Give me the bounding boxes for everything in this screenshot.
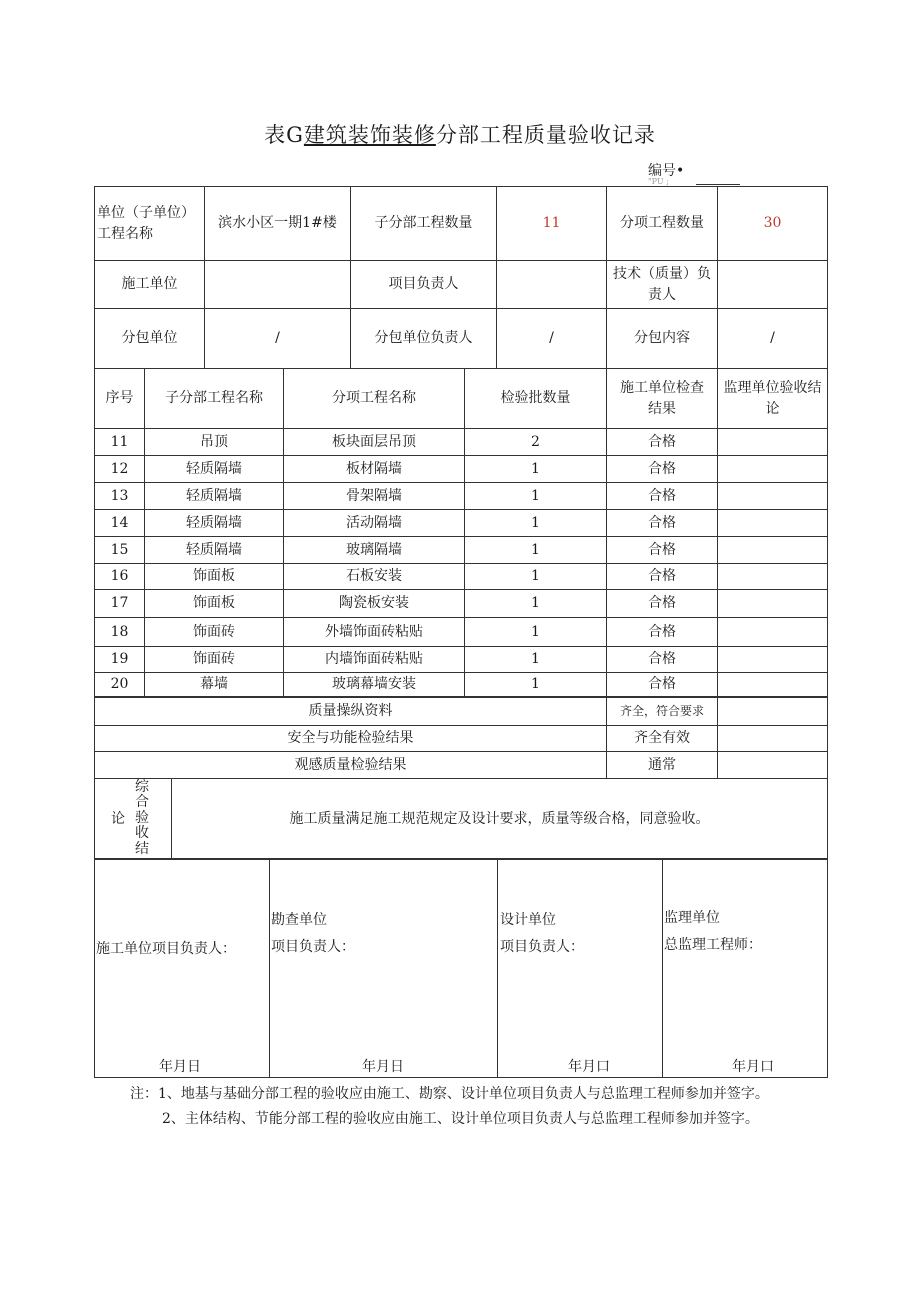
row-count: 1	[465, 537, 607, 564]
table-row	[95, 618, 828, 647]
constructor-label: 施工单位	[95, 261, 205, 309]
signature-survey	[270, 859, 498, 1078]
summary-row	[95, 752, 828, 779]
row-no: 12	[95, 456, 145, 483]
constructor-value	[205, 261, 351, 309]
row-no: 14	[95, 510, 145, 537]
signature-role: 总监理工程师：	[664, 937, 762, 953]
summary-conclusion	[718, 752, 828, 779]
row-sub: 吊顶	[145, 429, 284, 456]
sub-count-value: 11	[497, 187, 607, 261]
row-conclusion	[718, 590, 828, 618]
signature-role: 施工单位项目负责人：	[96, 941, 236, 957]
row-sub: 饰面板	[145, 564, 284, 590]
signature-date: 年月口	[568, 1059, 610, 1075]
row-conclusion	[718, 564, 828, 590]
row-sub: 饰面砖	[145, 618, 284, 647]
sub-unit-label: 分包单位	[95, 309, 205, 369]
row-no: 18	[95, 618, 145, 647]
table-row	[95, 590, 828, 618]
row-count: 1	[465, 590, 607, 618]
col-header-conclusion: 监理单位验收结论	[718, 369, 828, 429]
row-count: 1	[465, 510, 607, 537]
summary-label: 质量操纵资料	[95, 698, 607, 726]
table-row	[95, 483, 828, 510]
doc-number-line	[696, 184, 740, 185]
row-item: 外墙饰面砖粘贴	[284, 618, 465, 647]
sub-content-value: /	[718, 309, 828, 369]
row-count: 1	[465, 647, 607, 673]
items-table	[94, 368, 828, 697]
sub-unit-value: /	[205, 309, 351, 369]
overall-label	[95, 779, 172, 860]
tech-lead-label: 技术（质量）负责人	[607, 261, 718, 309]
row-count: 1	[465, 483, 607, 510]
row-result: 合格	[607, 483, 718, 510]
item-count-value: 30	[718, 187, 828, 261]
table-row	[95, 456, 828, 483]
signature-supervisor	[663, 859, 828, 1078]
doc-number-faint: "PU ;	[648, 177, 669, 186]
summary-result: 通常	[607, 752, 718, 779]
overall-table	[94, 778, 828, 860]
row-no: 16	[95, 564, 145, 590]
row-item: 内墙饰面砖粘贴	[284, 647, 465, 673]
row-result: 合格	[607, 590, 718, 618]
summary-table	[94, 697, 828, 779]
unit-label: 单位（子单位）工程名称	[95, 187, 205, 261]
row-count: 1	[465, 618, 607, 647]
unit-value: 滨水小区一期1#楼	[205, 187, 351, 261]
row-conclusion	[718, 483, 828, 510]
row-item: 玻璃幕墙安装	[284, 673, 465, 697]
row-sub: 轻质隔墙	[145, 483, 284, 510]
row-sub: 轻质隔墙	[145, 510, 284, 537]
sub-count-label: 子分部工程数量	[351, 187, 497, 261]
row-result: 合格	[607, 647, 718, 673]
row-count: 2	[465, 429, 607, 456]
row-sub: 轻质隔墙	[145, 456, 284, 483]
summary-result: 齐全，符合要求	[607, 698, 718, 726]
row-result: 合格	[607, 510, 718, 537]
row-result: 合格	[607, 618, 718, 647]
row-no: 20	[95, 673, 145, 697]
sub-content-label: 分包内容	[607, 309, 718, 369]
row-sub: 饰面砖	[145, 647, 284, 673]
col-header-sub: 子分部工程名称	[145, 369, 284, 429]
signature-unit: 监理单位	[664, 910, 720, 926]
title-prefix: 表G	[264, 123, 304, 147]
signature-date: 年月日	[362, 1059, 404, 1075]
summary-row	[95, 698, 828, 726]
summary-row	[95, 726, 828, 752]
title-underlined: 建筑装饰装修	[303, 123, 436, 147]
row-result: 合格	[607, 564, 718, 590]
row-conclusion	[718, 429, 828, 456]
signature-role: 项目负责人：	[500, 939, 584, 955]
overall-text: 施工质量满足施工规范规定及设计要求，质量等级合格，同意验收。	[172, 779, 828, 860]
summary-label: 观感质量检验结果	[95, 752, 607, 779]
col-header-count: 检验批数量	[465, 369, 607, 429]
row-sub: 轻质隔墙	[145, 537, 284, 564]
summary-result: 齐全有效	[607, 726, 718, 752]
summary-label: 安全与功能检验结果	[95, 726, 607, 752]
row-item: 陶瓷板安装	[284, 590, 465, 618]
table-header-row	[95, 369, 828, 429]
row-result: 合格	[607, 537, 718, 564]
row-no: 17	[95, 590, 145, 618]
tech-lead-value	[718, 261, 828, 309]
row-conclusion	[718, 647, 828, 673]
row-result: 合格	[607, 456, 718, 483]
signature-constructor	[95, 859, 270, 1078]
project-lead-label: 项目负责人	[351, 261, 497, 309]
signature-role: 项目负责人：	[271, 939, 355, 955]
row-no: 11	[95, 429, 145, 456]
row-count: 1	[465, 564, 607, 590]
row-conclusion	[718, 456, 828, 483]
row-count: 1	[465, 673, 607, 697]
col-header-result: 施工单位检查结果	[607, 369, 718, 429]
row-result: 合格	[607, 673, 718, 697]
signature-unit: 设计单位	[500, 912, 556, 928]
signature-design	[498, 859, 663, 1078]
signature-unit: 勘查单位	[271, 912, 327, 928]
note-2: 2、主体结构、节能分部工程的验收应由施工、设计单位项目负责人与总监理工程师参加并签字。	[162, 1111, 759, 1127]
title-suffix: 分部工程质量验收记录	[435, 123, 656, 147]
col-header-no: 序号	[95, 369, 145, 429]
table-row	[95, 647, 828, 673]
summary-conclusion	[718, 698, 828, 726]
table-row	[95, 510, 828, 537]
row-no: 13	[95, 483, 145, 510]
row-conclusion	[718, 537, 828, 564]
row-sub: 饰面板	[145, 590, 284, 618]
row-result: 合格	[607, 429, 718, 456]
row-item: 活动隔墙	[284, 510, 465, 537]
row-item: 板材隔墙	[284, 456, 465, 483]
row-sub: 幕墙	[145, 673, 284, 697]
overall-label-vertical: 综 合 验 收 结	[135, 778, 149, 857]
signature-date: 年月口	[732, 1059, 774, 1075]
row-count: 1	[465, 456, 607, 483]
row-no: 15	[95, 537, 145, 564]
row-conclusion	[718, 673, 828, 697]
page-title	[0, 119, 920, 149]
signature-table	[94, 858, 828, 1078]
doc-number-label: 编号•	[648, 163, 685, 179]
row-item: 骨架隔墙	[284, 483, 465, 510]
sub-unit-lead-value: /	[497, 309, 607, 369]
row-conclusion	[718, 618, 828, 647]
overall-label-side: 论	[111, 810, 125, 827]
summary-conclusion	[718, 726, 828, 752]
row-item: 板块面层吊顶	[284, 429, 465, 456]
row-item: 石板安装	[284, 564, 465, 590]
item-count-label: 分项工程数量	[607, 187, 718, 261]
sub-unit-lead-label: 分包单位负责人	[351, 309, 497, 369]
table-row	[95, 429, 828, 456]
note-1: 注：1、地基与基础分部工程的验收应由施工、勘察、设计单位项目负责人与总监理工程师参加并签字。	[130, 1086, 769, 1102]
row-item: 玻璃隔墙	[284, 537, 465, 564]
row-conclusion	[718, 510, 828, 537]
table-row	[95, 537, 828, 564]
table-row	[95, 564, 828, 590]
project-lead-value	[497, 261, 607, 309]
table-row	[95, 673, 828, 697]
col-header-item: 分项工程名称	[284, 369, 465, 429]
row-no: 19	[95, 647, 145, 673]
signature-date: 年月日	[159, 1059, 201, 1075]
header-table	[94, 186, 828, 369]
